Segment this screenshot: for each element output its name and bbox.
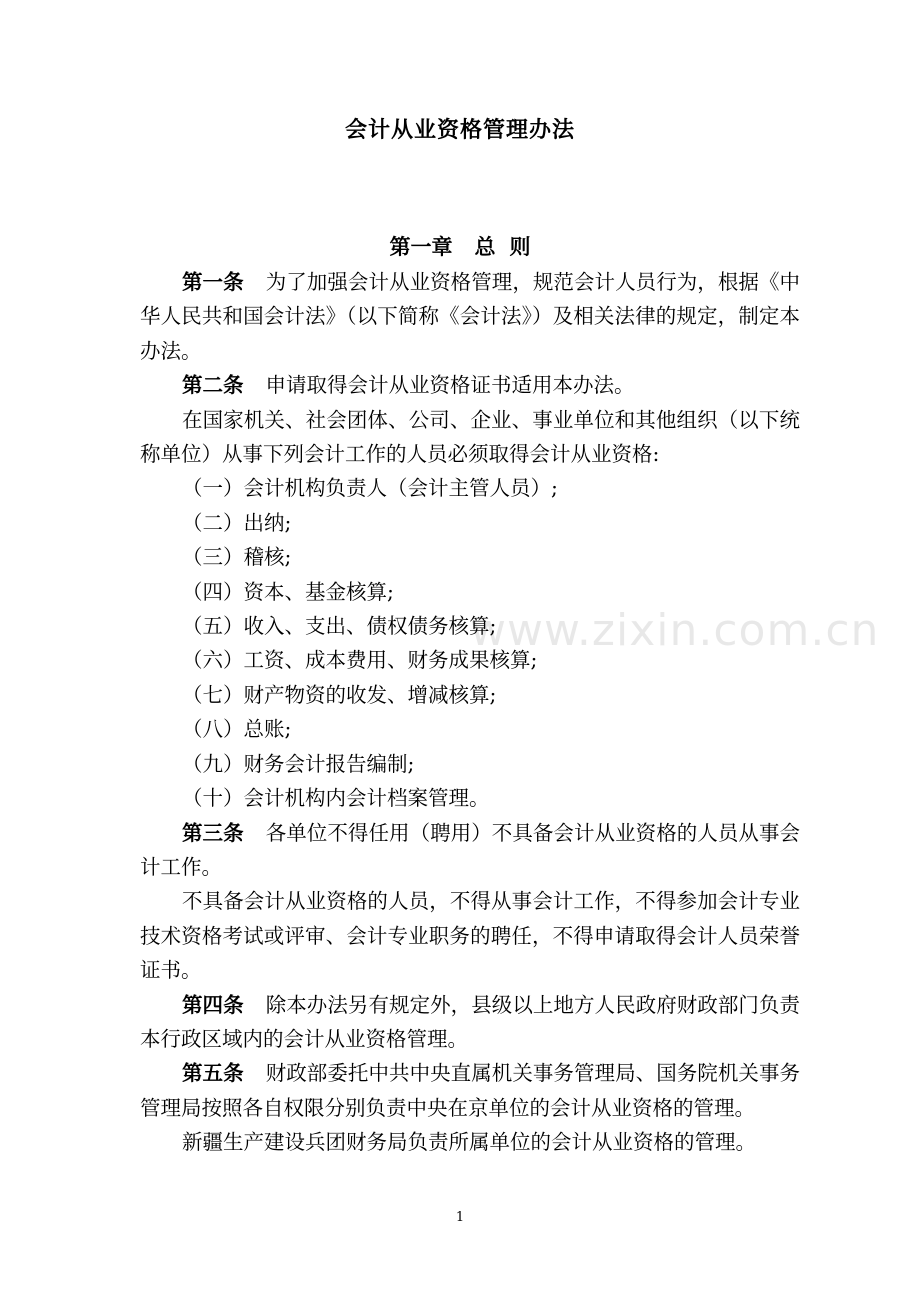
article-3 [140,816,800,885]
page-number: 1 [455,1210,465,1225]
chapter-heading [0,230,920,264]
list-item: （十）会计机构内会计档案管理。 [182,786,490,811]
watermark-text: www.zixin.com.cn [470,605,880,656]
article-text: 除本办法另有规定外，县级以上地方人民政府财政部门负责本行政区域内的会计从业资格管理。 [140,992,800,1051]
chapter-number: 第一章 [389,234,453,259]
article-label: 第三条 [182,820,244,845]
article-text: 申请取得会计从业资格证书适用本办法。 [265,373,635,398]
article-text: 各单位不得任用（聘用）不具备会计从业资格的人员从事会计工作。 [140,820,800,879]
paragraph: 新疆生产建设兵团财务局负责所属单位的会计从业资格的管理。 [182,1130,756,1155]
paragraph: 在国家机关、社会团体、公司、企业、事业单位和其他组织（以下统称单位）从事下列会计工作的人员必须取得会计从业资格: [140,407,800,467]
document-title: 会计从业资格管理办法 [344,117,575,143]
article-1 [140,265,800,368]
list-item: （七）财产物资的收发、增减核算; [182,682,497,707]
list-item: （八）总账; [182,717,292,742]
list-item: （九）财务会计报告编制; [182,751,415,776]
article-label: 第五条 [182,1061,244,1086]
chapter-name-part2: 则 [509,234,531,259]
list-item: （五）收入、支出、债权债务核算; [182,614,497,639]
article-label: 第四条 [182,992,244,1017]
list-item: （三）稽核; [182,545,292,570]
article-text: 为了加强会计从业资格管理，规范会计人员行为，根据《中华人民共和国会计法》（以下简称《会计法》）及相关法律的规定，制定本办法。 [140,270,800,363]
document-body [140,265,800,1160]
article-2 [140,368,800,402]
article-label: 第一条 [182,270,244,294]
list-item: （六）工资、成本费用、财务成果核算; [182,648,538,673]
article-label: 第二条 [182,373,244,398]
article-text: 财政部委托中共中央直属机关事务管理局、国务院机关事务管理局按照各自权限分别负责中央在京单位的会计从业资格的管理。 [140,1061,800,1120]
list-item: （二）出纳; [182,510,292,535]
article-5 [140,1056,800,1125]
article-4 [140,988,800,1057]
paragraph: 不具备会计从业资格的人员，不得从事会计工作，不得参加会计专业技术资格考试或评审、会计专业职务的聘任，不得申请取得会计人员荣誉证书。 [140,889,800,983]
list-item: （一）会计机构负责人（会计主管人员）; [182,476,558,501]
list-item: （四）资本、基金核算; [182,579,394,604]
chapter-name-part1: 总 [474,234,496,259]
